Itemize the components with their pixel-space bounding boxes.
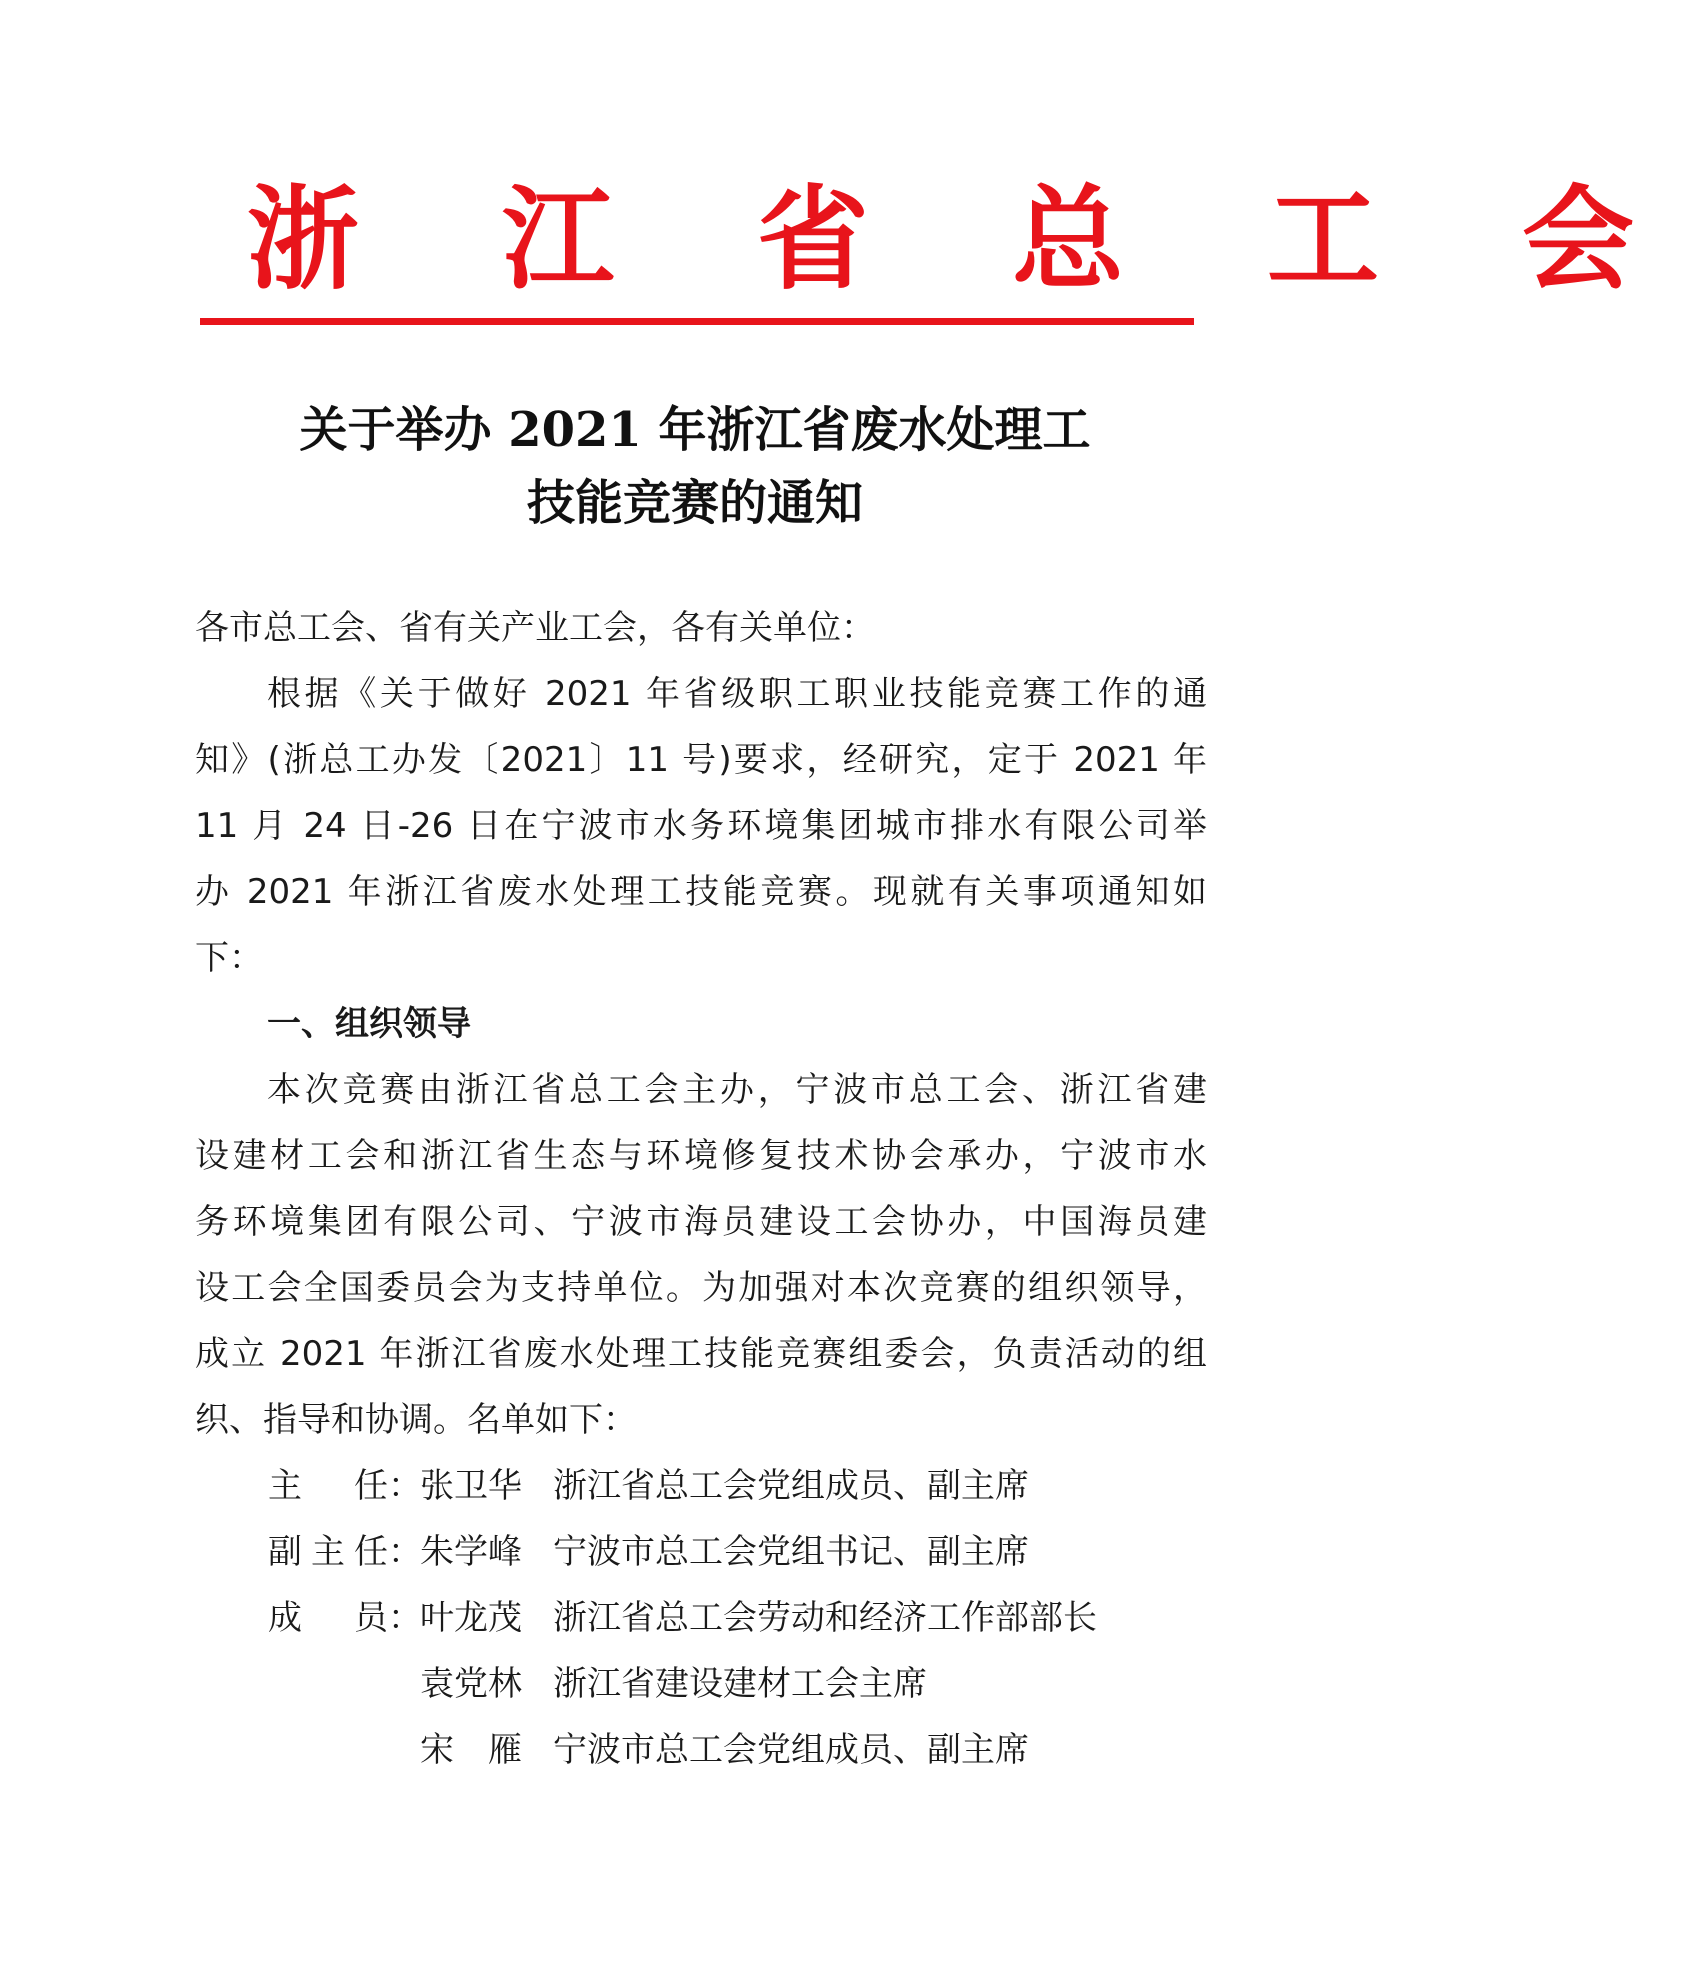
committee-colon: ： xyxy=(388,1598,422,1638)
committee-role: 副主任 xyxy=(268,1532,388,1572)
intro-line-5: 下： xyxy=(195,938,263,978)
section-1-line-1: 本次竞赛由浙江省总工会主办，宁波市总工会、浙江省建 xyxy=(267,1070,1207,1110)
committee-member-position: 宁波市总工会党组书记、副主席 xyxy=(553,1532,1029,1572)
committee-member-position: 浙江省总工会劳动和经济工作部部长 xyxy=(553,1598,1097,1638)
section-1-line-6: 织、指导和协调。名单如下： xyxy=(195,1400,637,1440)
committee-colon: ： xyxy=(388,1532,422,1572)
intro-line-2: 知》(浙总工办发〔2021〕11 号)要求，经研究，定于 2021 年 xyxy=(195,740,1207,780)
committee-row-member-1 xyxy=(195,1585,1207,1651)
committee-member-position: 宁波市总工会党组成员、副主席 xyxy=(553,1730,1029,1770)
committee-member-name: 叶龙茂 xyxy=(420,1598,522,1638)
committee-row-member-3 xyxy=(195,1717,1207,1783)
committee-member-name: 宋雁 xyxy=(420,1730,522,1770)
intro-line-4: 办 2021 年浙江省废水处理工技能竞赛。现就有关事项通知如 xyxy=(195,872,1207,912)
committee-row-vice-chair xyxy=(195,1519,1207,1585)
committee-member-name: 朱学峰 xyxy=(420,1532,522,1572)
document-title-line-2: 技能竞赛的通知 xyxy=(526,475,863,531)
section-1-line-3: 务环境集团有限公司、宁波市海员建设工会协办，中国海员建 xyxy=(195,1202,1207,1242)
section-1-line-4: 设工会全国委员会为支持单位。为加强对本次竞赛的组织领导， xyxy=(195,1268,1207,1308)
committee-colon: ： xyxy=(388,1466,422,1506)
committee-row-member-2 xyxy=(195,1651,1207,1717)
section-1-line-2: 设建材工会和浙江省生态与环境修复技术协会承办，宁波市水 xyxy=(195,1136,1207,1176)
section-1-line-5: 成立 2021 年浙江省废水处理工技能竞赛组委会，负责活动的组 xyxy=(195,1334,1207,1374)
committee-member-name: 袁党林 xyxy=(420,1664,522,1704)
org-masthead: 浙 江 省 总 工 会 xyxy=(247,174,1686,305)
committee-member-position: 浙江省总工会党组成员、副主席 xyxy=(553,1466,1029,1506)
committee-row-chair xyxy=(195,1453,1207,1519)
committee-role: 主任 xyxy=(268,1466,388,1506)
intro-line-1: 根据《关于做好 2021 年省级职工职业技能竞赛工作的通 xyxy=(267,674,1207,714)
committee-role: 成员 xyxy=(268,1598,388,1638)
addressee-line: 各市总工会、省有关产业工会，各有关单位： xyxy=(195,608,875,648)
committee-member-position: 浙江省建设建材工会主席 xyxy=(553,1664,927,1704)
document-title-line-1: 关于举办 2021 年浙江省废水处理工 xyxy=(299,402,1091,458)
intro-line-3: 11 月 24 日-26 日在宁波市水务环境集团城市排水有限公司举 xyxy=(195,806,1207,846)
committee-member-name: 张卫华 xyxy=(420,1466,522,1506)
document-body xyxy=(195,0,1686,1964)
section-1-heading: 一、组织领导 xyxy=(267,1004,471,1044)
